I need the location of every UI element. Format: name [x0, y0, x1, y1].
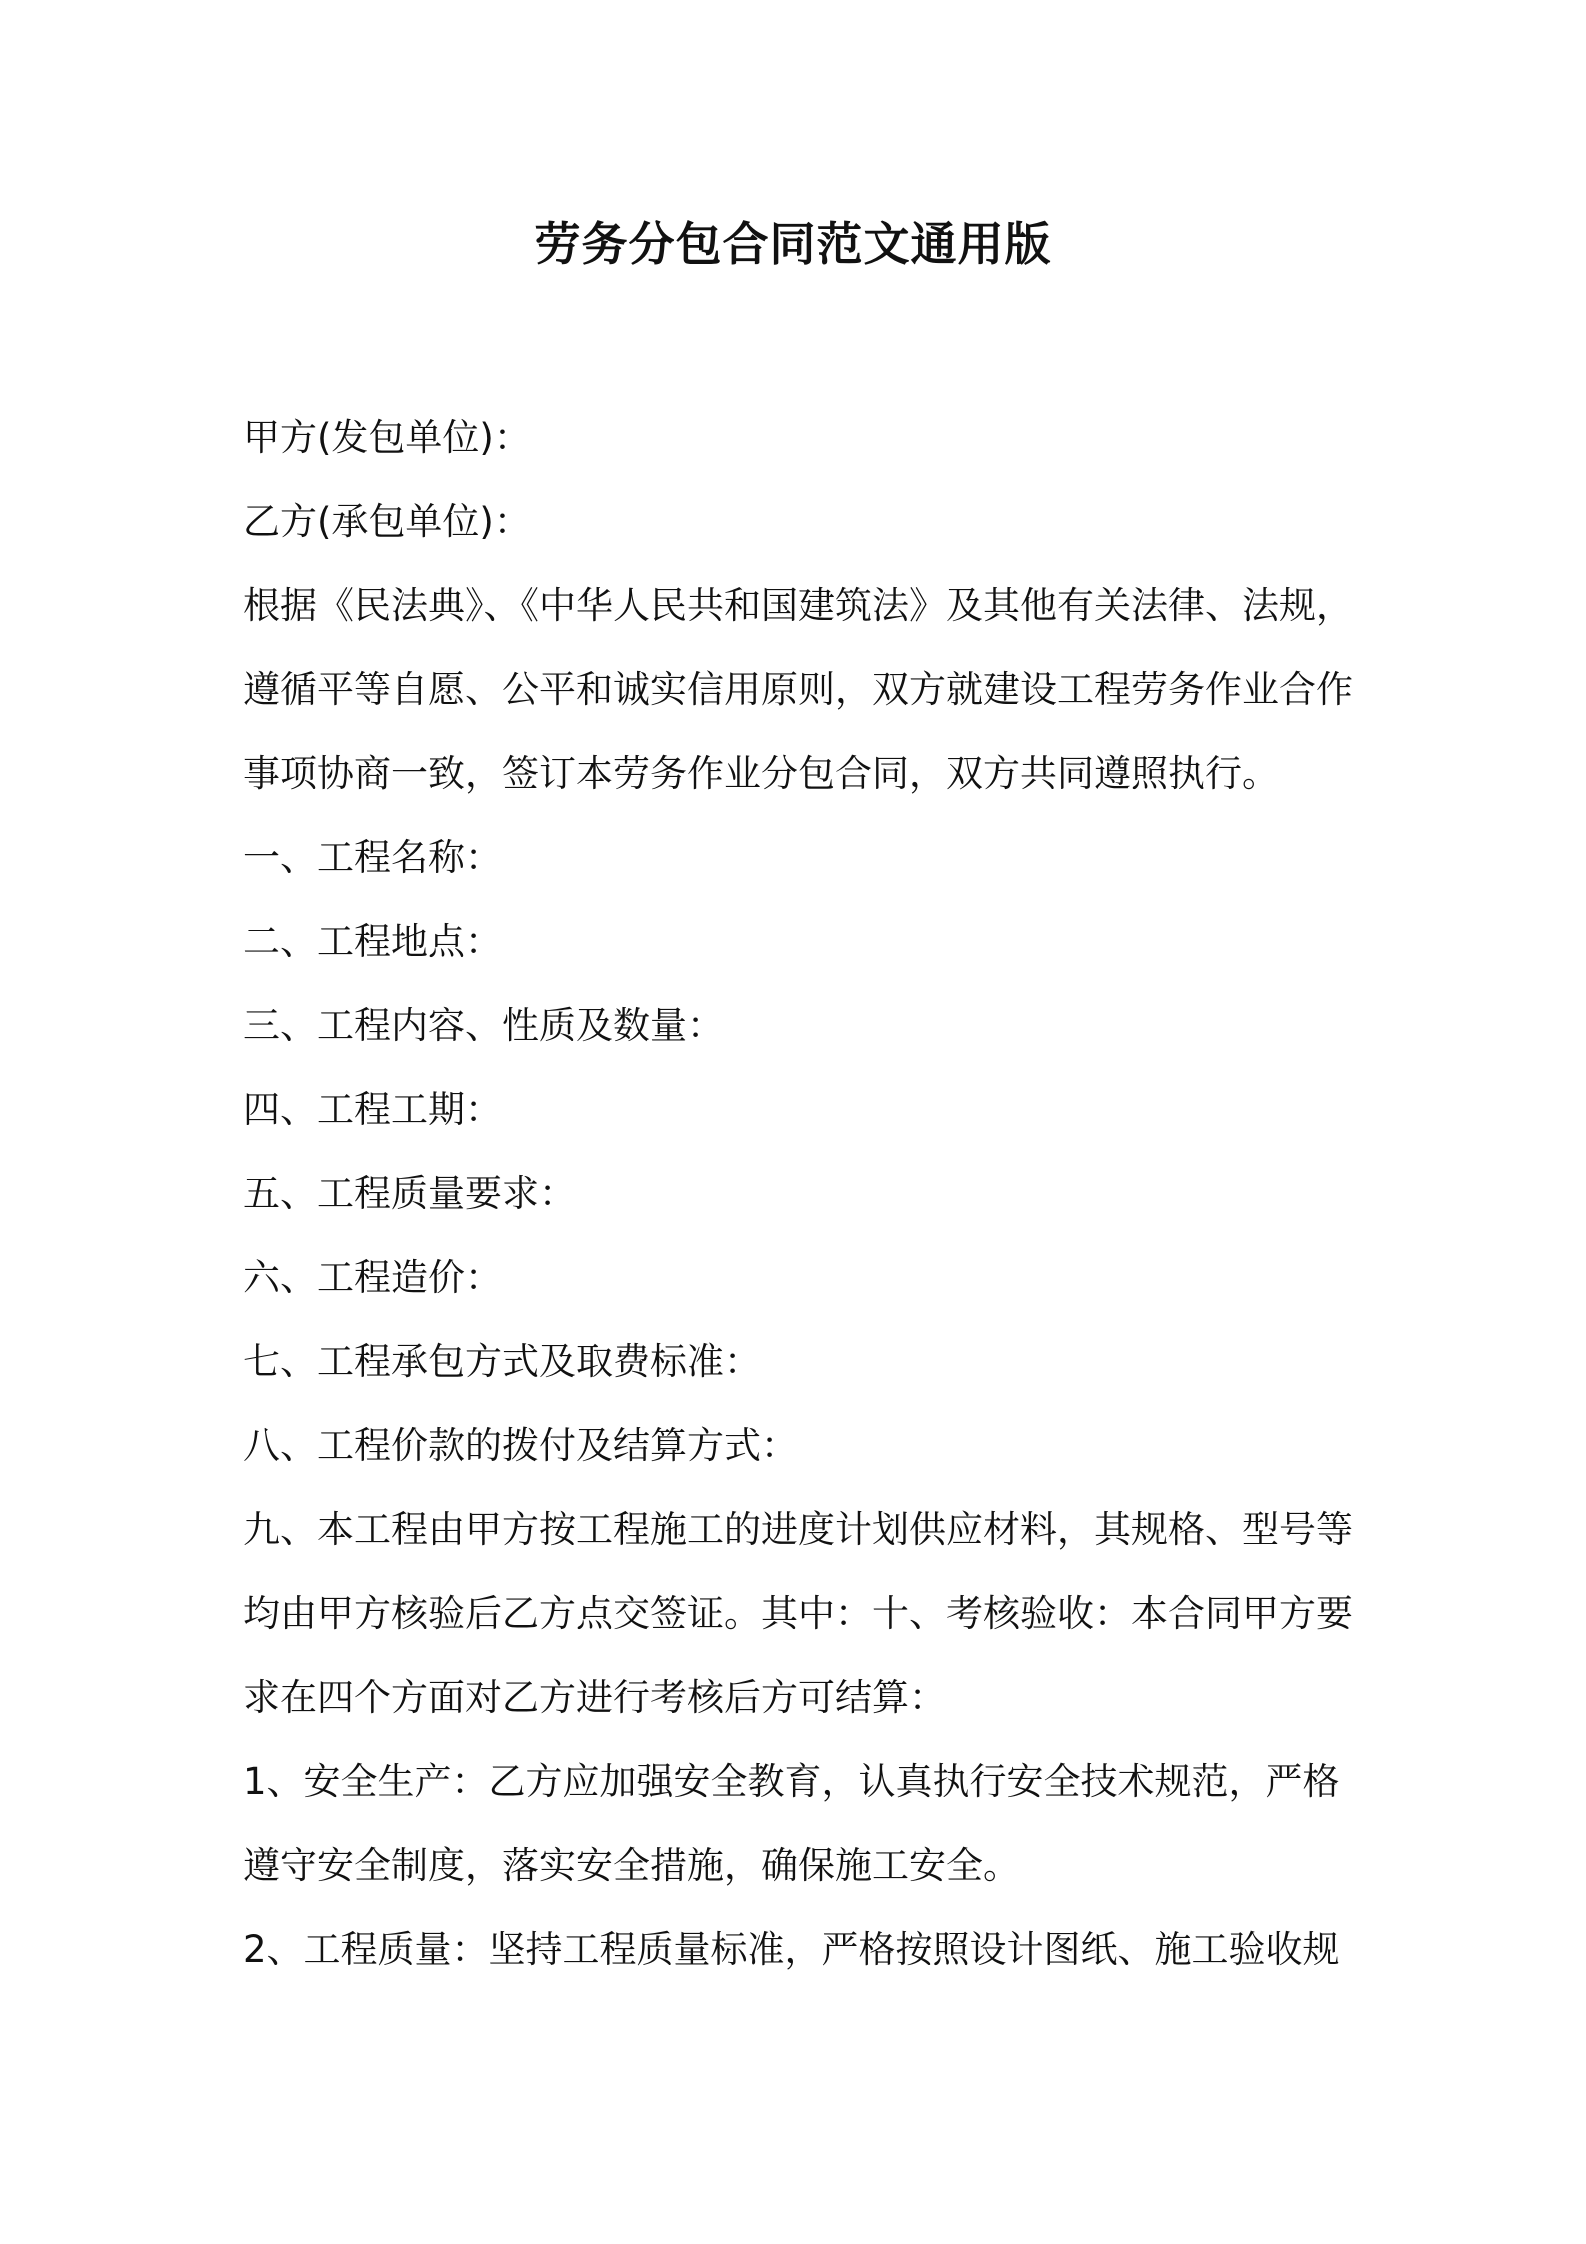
clause-6-line: 六、工程造价： [243, 1256, 502, 1299]
party-b-line: 乙方(承包单位)： [243, 500, 531, 543]
item-1-line-1: 1、安全生产：乙方应加强安全教育，认真执行安全技术规范，严格 [243, 1760, 1340, 1803]
document-title: 劳务分包合同范文通用版 [534, 217, 1052, 271]
clause-4-line: 四、工程工期： [243, 1088, 502, 1131]
clause-2-line: 二、工程地点： [243, 920, 502, 963]
party-a-line: 甲方(发包单位)： [243, 416, 531, 459]
item-1-line-2: 遵守安全制度，落实安全措施，确保施工安全。 [243, 1844, 1020, 1887]
clause-8-line: 八、工程价款的拨付及结算方式： [243, 1424, 798, 1467]
clause-9-line-2: 均由甲方核验后乙方点交签证。其中：十、考核验收：本合同甲方要 [243, 1592, 1353, 1635]
clause-1-line: 一、工程名称： [243, 836, 502, 879]
preamble-line-3: 事项协商一致，签订本劳务作业分包合同，双方共同遵照执行。 [243, 752, 1279, 795]
item-2-line-1: 2、工程质量：坚持工程质量标准，严格按照设计图纸、施工验收规 [243, 1928, 1340, 1971]
clause-9-line-3: 求在四个方面对乙方进行考核后方可结算： [243, 1676, 946, 1719]
preamble-line-2: 遵循平等自愿、公平和诚实信用原则，双方就建设工程劳务作业合作 [243, 668, 1353, 711]
clause-3-line: 三、工程内容、性质及数量： [243, 1004, 724, 1047]
clause-5-line: 五、工程质量要求： [243, 1172, 576, 1215]
clause-9-line-1: 九、本工程由甲方按工程施工的进度计划供应材料，其规格、型号等 [243, 1508, 1353, 1551]
preamble-line-1: 根据《民法典》、《中华人民共和国建筑法》及其他有关法律、法规， [243, 584, 1353, 627]
clause-7-line: 七、工程承包方式及取费标准： [243, 1340, 761, 1383]
